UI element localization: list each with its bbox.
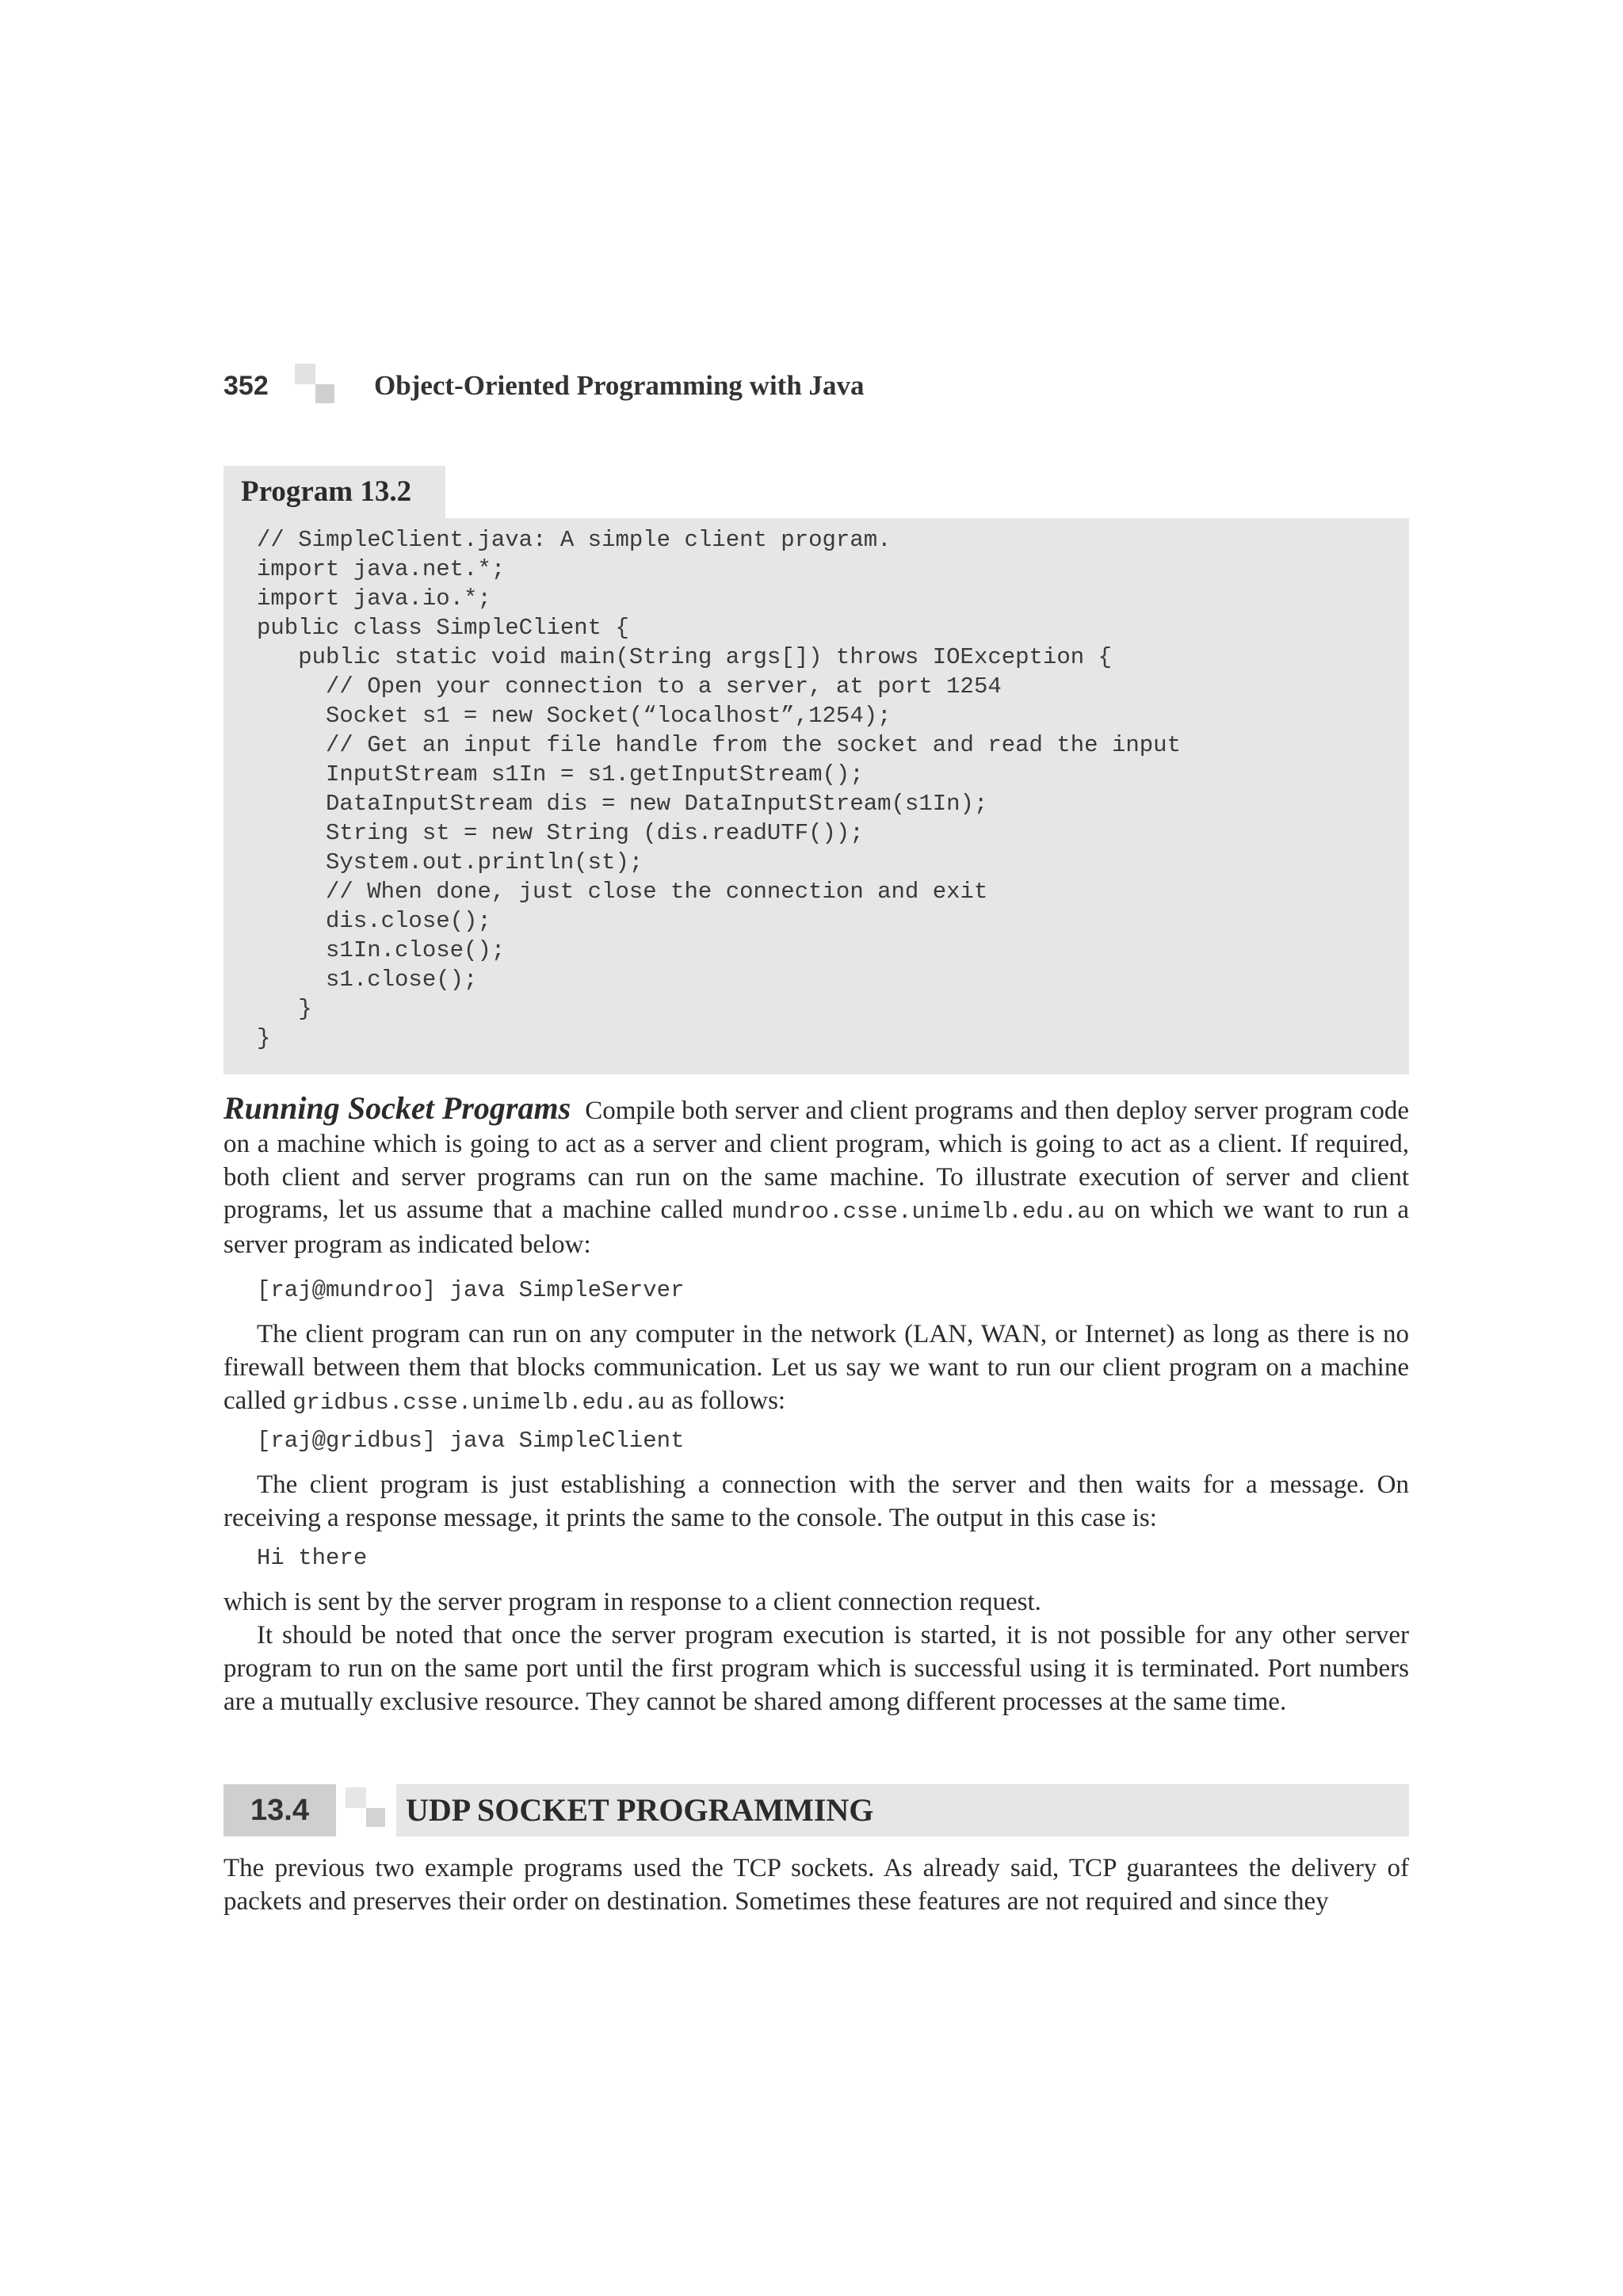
paragraph-port-note: It should be noted that once the server program execution is started, it is not possible for any other server program to run on the same port until the first program which is successful using it is terminated. Port numbers are a mutually exclusive resource. They cannot be shared among different processes at the same time. <box>223 1621 1409 1716</box>
code-line: // Open your connection to a server, at port 1254 <box>257 673 1002 700</box>
code-line: DataInputStream dis = new DataInputStream(s1In); <box>257 791 988 817</box>
paragraph-text: The client program can run on any computer in the network (LAN, WAN, or Internet) as long as there is no firewall between them that blocks communication. Let us say we want to run our client program on a machine called <box>223 1320 1409 1415</box>
program-output: Hi there <box>257 1545 368 1571</box>
page-number: 352 <box>223 370 269 401</box>
paragraph-output-intro: The client program is just establishing a connection with the server and then waits for a message. On receiving a response message, it prints the same to the console. The output in this case is: <box>223 1470 1409 1532</box>
hostname-server: mundroo.csse.unimelb.edu.au <box>732 1199 1106 1226</box>
run-heading: Running Socket Programs <box>223 1090 571 1126</box>
code-line: Socket s1 = new Socket(“localhost”,1254); <box>257 703 892 729</box>
command-run-server: [raj@mundroo] java SimpleServer <box>257 1277 685 1303</box>
code-line: // SimpleClient.java: A simple client program. <box>257 527 892 553</box>
running-header <box>223 366 865 406</box>
book-title: Object-Oriented Programming with Java <box>374 370 865 401</box>
code-line: s1In.close(); <box>257 937 506 963</box>
code-line: dis.close(); <box>257 908 491 934</box>
code-line: InputStream s1In = s1.getInputStream(); <box>257 761 864 788</box>
code-line: } <box>257 1025 271 1051</box>
header-decoration <box>295 364 339 408</box>
code-line: String st = new String (dis.readUTF()); <box>257 820 864 846</box>
paragraph-client <box>223 1318 1409 1419</box>
code-listing <box>223 518 1409 1074</box>
code-line: // Get an input file handle from the socket and read the input <box>257 732 1181 758</box>
code-line: // When done, just close the connection and exit <box>257 879 988 905</box>
paragraph-response: which is sent by the server program in response to a client connection request. <box>223 1588 1041 1616</box>
code-line: s1.close(); <box>257 967 478 993</box>
code-line: import java.io.*; <box>257 585 491 612</box>
paragraph-text: Compile both server and client programs and then deploy server program code on a machine which is going to act as a server and client program, which is going to act as a client. If required, both client and server programs can run on the same machine. To illustrate execution of server and client programs, let us assume that a machine called <box>223 1097 1410 1225</box>
section-title: UDP SOCKET PROGRAMMING <box>396 1784 1409 1836</box>
code-line: import java.net.*; <box>257 556 506 582</box>
program-label: Program 13.2 <box>223 466 445 518</box>
code-line: System.out.println(st); <box>257 849 643 875</box>
code-line: public class SimpleClient { <box>257 615 629 641</box>
paragraph-text: as follows: <box>664 1386 786 1415</box>
section-number: 13.4 <box>223 1784 336 1836</box>
hostname-client: gridbus.csse.unimelb.edu.au <box>292 1389 665 1416</box>
section-decoration <box>346 1787 390 1832</box>
paragraph-udp-intro: The previous two example programs used the TCP sockets. As already said, TCP guarantees the delivery of packets and preserves their order on destination. Sometimes these features are not required and since they <box>223 1854 1409 1916</box>
code-line: } <box>257 996 312 1022</box>
command-run-client: [raj@gridbus] java SimpleClient <box>257 1428 685 1454</box>
paragraph-text: on which we want to run a server program as indicated below: <box>223 1196 1410 1260</box>
paragraph-running-socket-programs <box>223 1092 1409 1262</box>
code-line: public static void main(String args[]) throws IOException { <box>257 644 1112 670</box>
